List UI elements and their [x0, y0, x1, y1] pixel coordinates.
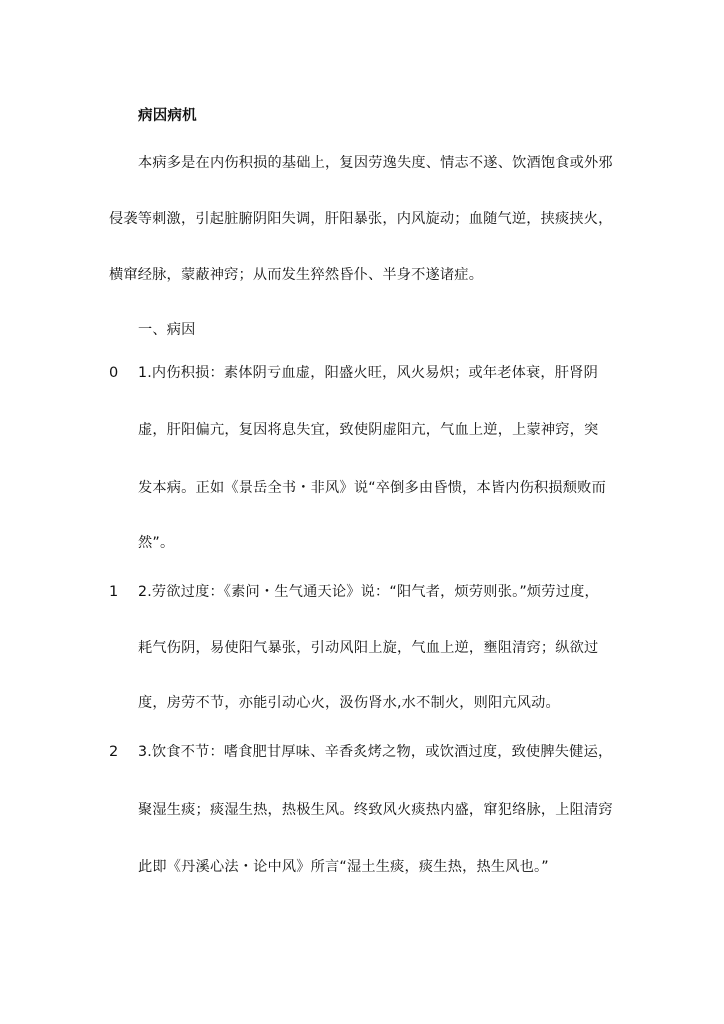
list-marker: 0: [109, 365, 119, 381]
item-1-line-4: 然”。: [138, 535, 175, 551]
list-marker: 1: [109, 584, 119, 600]
list-marker: 2: [109, 744, 119, 760]
item-1-line-1: 1.内伤积损：素体阴亏血虚，阳盛火旺，风火易炽；或年老体衰，肝肾阴: [138, 365, 598, 381]
item-3-line-1: 3.饮食不节：嗜食肥甘厚味、辛香炙烤之物，或饮酒过度，致使脾失健运，: [138, 744, 613, 760]
intro-line-1: 本病多是在内伤积损的基础上，复因劳逸失度、情志不遂、饮酒饱食或外邪: [138, 155, 613, 171]
intro-line-3: 横窜经脉，蒙蔽神窍；从而发生猝然昏仆、半身不遂诸症。: [109, 267, 484, 283]
section-heading: 一、病因: [138, 322, 196, 338]
item-1-line-3: 发本病。正如《景岳全书・非风》说“卒倒多由昏愦，本皆内伤积损颓败而: [138, 480, 606, 496]
intro-line-2: 侵袭等刺激，引起脏腑阴阳失调，肝阳暴张，内风旋动；血随气逆，挟痰挟火，: [109, 211, 613, 227]
page-title: 病因病机: [138, 108, 197, 124]
item-1-line-2: 虚，肝阳偏亢，复因将息失宜，致使阴虚阳亢，气血上逆，上蒙神窍，突: [138, 422, 599, 438]
item-2-line-1: 2.劳欲过度：《素问・生气通天论》说：“阳气者，烦劳则张。”烦劳过度，: [138, 584, 599, 600]
item-2-line-3: 度，房劳不节，亦能引动心火，汲伤肾水,水不制火，则阳亢风动。: [138, 695, 560, 711]
item-3-line-3: 此即《丹溪心法・论中风》所言“湿土生痰，痰生热，热生风也。”: [138, 859, 549, 875]
item-3-line-2: 聚湿生痰；痰湿生热，热极生风。终致风火痰热内盛，窜犯络脉，上阻清窍: [138, 802, 613, 818]
item-2-line-2: 耗气伤阴，易使阳气暴张，引动风阳上旋，气血上逆，壅阻清窍；纵欲过: [138, 640, 599, 656]
